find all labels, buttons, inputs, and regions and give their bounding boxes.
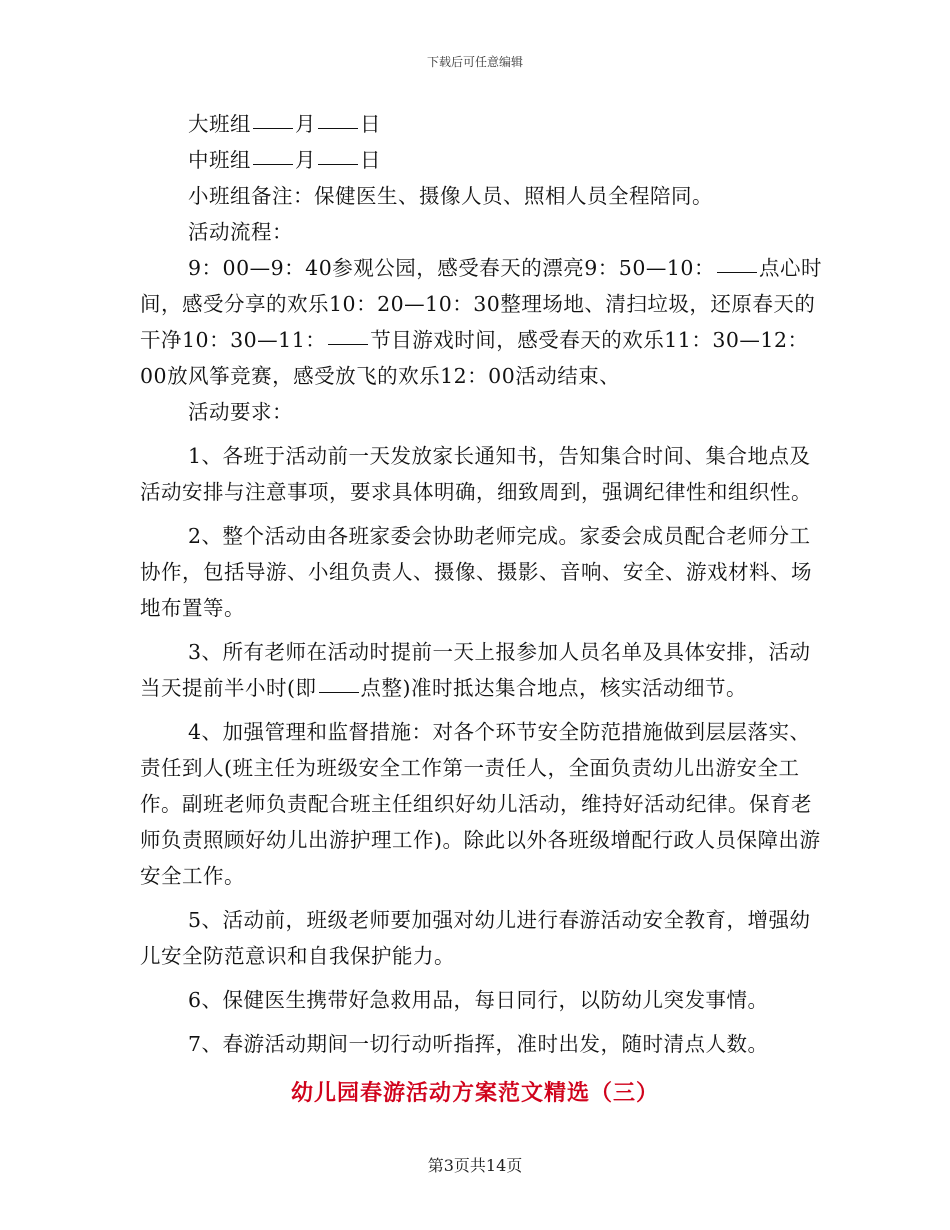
requirement-item-1: 1、各班于活动前一天发放家长通知书，告知集合时间、集合地点及活动安排与注意事项，要求具体明确，细致周到，强调纪律性和组织性。 bbox=[140, 444, 812, 504]
document-body bbox=[140, 106, 830, 1062]
section-title: 幼儿园春游活动方案范文精选（三） bbox=[290, 1080, 659, 1106]
requirement-item-7: 7、春游活动期间一切行动听指挥，准时出发，随时清点人数。 bbox=[188, 1032, 769, 1056]
blank-field bbox=[318, 163, 358, 165]
process-title: 活动流程： bbox=[188, 220, 293, 244]
page-header: 下载后可任意编辑 bbox=[426, 55, 523, 69]
blank-field bbox=[717, 271, 757, 273]
requirement-item-3: 3、所有老师在活动时提前一天上报参加人员名单及具体安排，活动当天提前半小时(即 点整)准时抵达集合地点，核实活动细节。 bbox=[140, 640, 811, 700]
blank-field bbox=[318, 127, 358, 129]
blank-field bbox=[319, 691, 359, 693]
requirement-item-5: 5、活动前，班级老师要加强对幼儿进行春游活动安全教育，增强幼儿安全防范意识和自我保护能力。 bbox=[140, 908, 811, 968]
blank-field bbox=[253, 163, 293, 165]
senior-group-line: 大班组 月 日 bbox=[188, 112, 381, 136]
middle-group-line: 中班组 月 日 bbox=[188, 148, 381, 172]
requirement-item-6: 6、保健医生携带好急救用品，每日同行，以防幼儿突发事情。 bbox=[188, 988, 769, 1012]
requirements-title: 活动要求： bbox=[188, 400, 293, 424]
process-paragraph: 9：00—9：40参观公园，感受春天的漂亮9：50—10： 点心时间，感受分享的欢乐10：20—10：30整理场地、清扫垃圾，还原春天的干净10：30—11： 节目游戏时间，感受春天的欢乐11：30—12：00放风筝竞赛，感受放飞的欢乐12：00活动结束、 bbox=[140, 256, 822, 388]
page-footer: 第3页共14页 bbox=[427, 1156, 523, 1175]
junior-group-note: 小班组备注：保健医生、摄像人员、照相人员全程陪同。 bbox=[188, 184, 713, 208]
blank-field bbox=[328, 343, 368, 345]
requirement-item-4: 4、加强管理和监督措施：对各个环节安全防范措施做到层层落实、责任到人(班主任为班级安全工作第一责任人，全面负责幼儿出游安全工作。副班老师负责配合班主任组织好幼儿活动，维持好活动纪律。保育老师负责照顾好幼儿出游护理工作)。除此以外各班级增配行政人员保障出游安全工作。 bbox=[140, 720, 821, 888]
requirement-item-2: 2、整个活动由各班家委会协助老师完成。家委会成员配合老师分工协作，包括导游、小组负责人、摄像、摄影、音响、安全、游戏材料、场地布置等。 bbox=[140, 524, 812, 620]
blank-field bbox=[253, 127, 293, 129]
